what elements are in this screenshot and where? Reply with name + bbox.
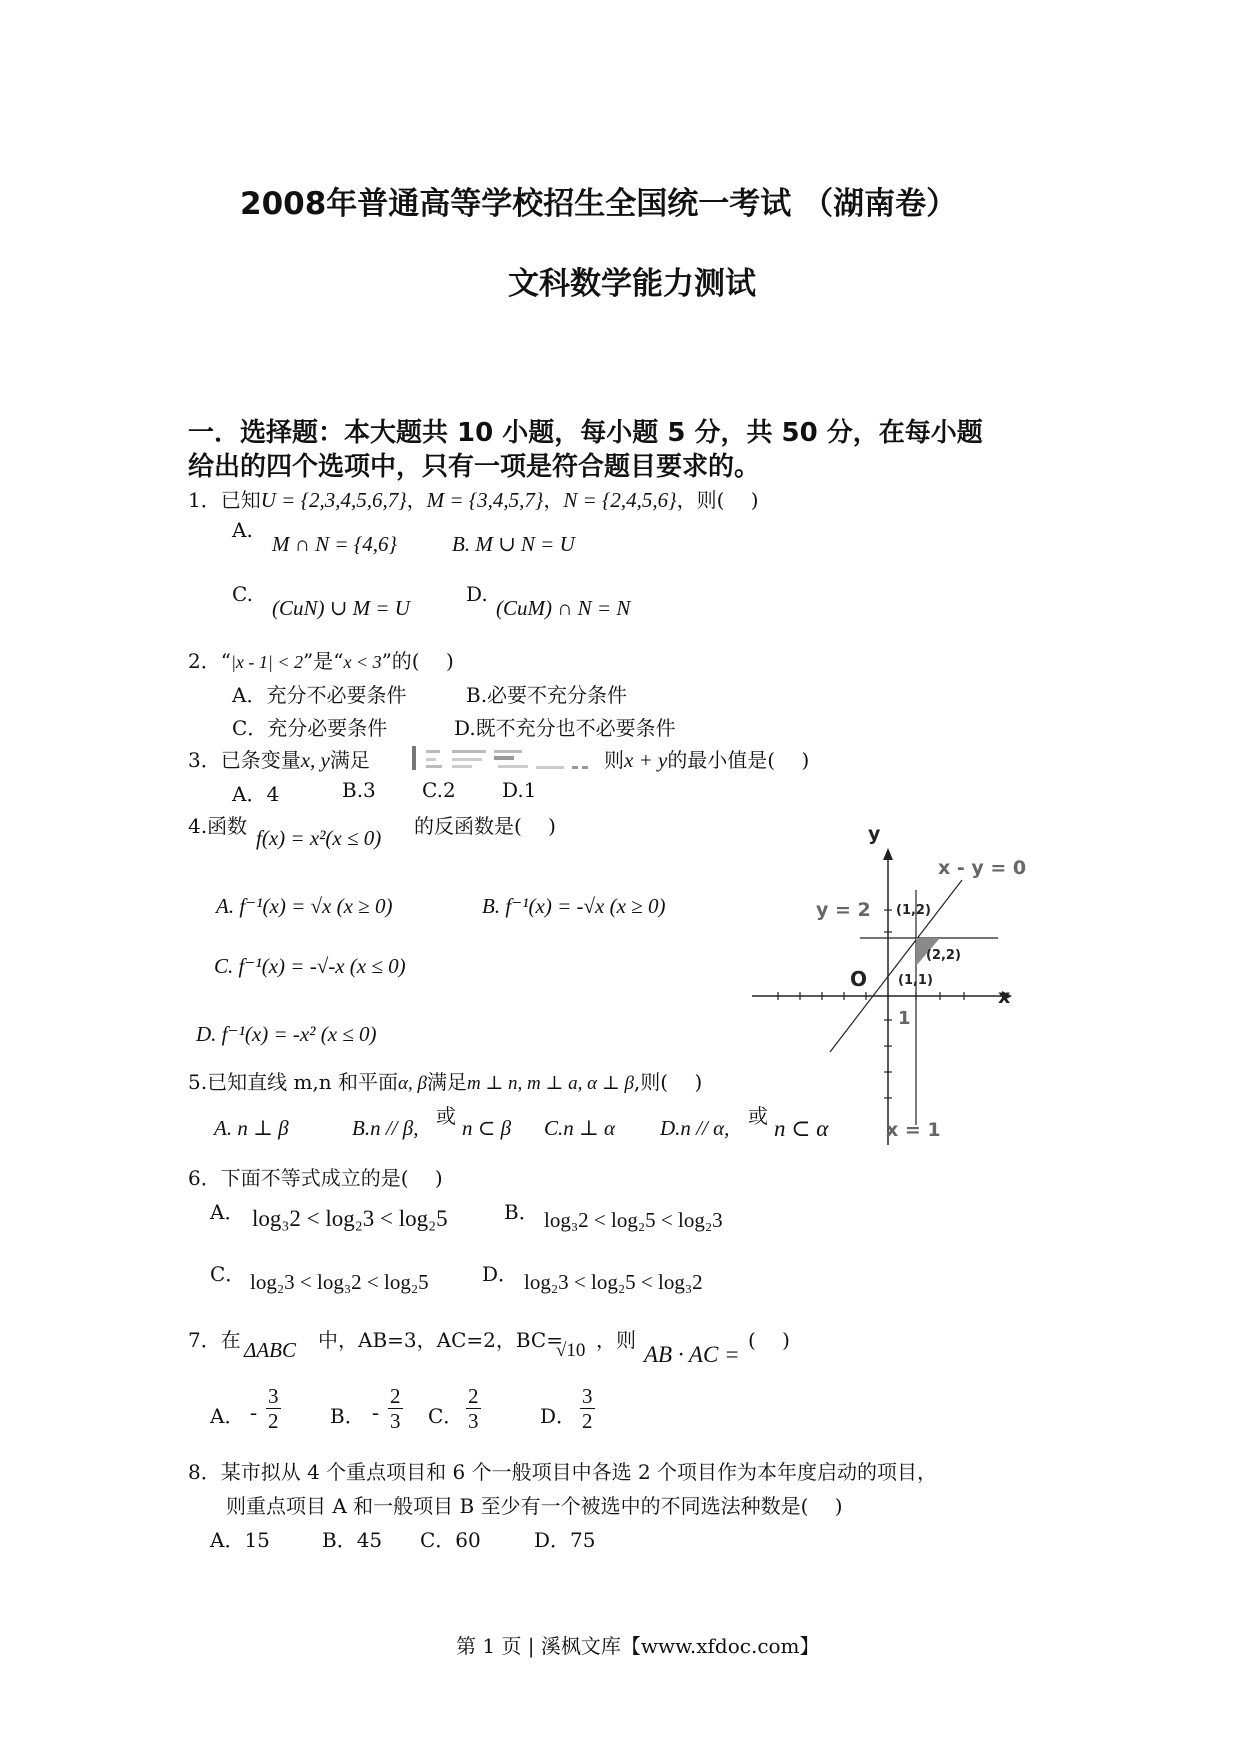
question-6-stem: 6．下面不等式成立的是( ) — [188, 1166, 443, 1190]
q5-option-b2: n ⊂ β — [462, 1116, 512, 1140]
page-footer: 第 1 页 | 溪枫文库【www.xfdoc.com】 — [456, 1634, 820, 1658]
q8-option-c: C．60 — [420, 1528, 481, 1552]
q5-condition: m ⊥ n, m ⊥ a, α ⊥ β — [466, 1073, 634, 1094]
q6-option-d-label: D． — [482, 1262, 519, 1286]
q1-sep: ， — [406, 488, 427, 512]
question-7-stem-a: 7．在 — [188, 1328, 241, 1352]
q7-option-d-label: D． — [540, 1404, 577, 1428]
feasible-region-graph — [740, 810, 1040, 1150]
graph-line-y2-label: y = 2 — [816, 899, 871, 921]
question-4-stem-b: 的反函数是( ) — [414, 814, 556, 838]
q4-function: f(x) = x²(x ≤ 0) — [256, 826, 382, 850]
q7-bc-value: √10 — [556, 1340, 586, 1361]
question-3-stem-tail — [604, 744, 809, 773]
graph-point-2-2: (2,2) — [926, 948, 961, 963]
q3-option-a: A．4 — [232, 782, 280, 806]
q5-or-1: 或 — [436, 1104, 456, 1128]
question-7-stem-d: ( ) — [748, 1328, 790, 1352]
q6-option-b-label: B． — [504, 1200, 539, 1224]
q7-option-a-fraction — [266, 1384, 281, 1433]
q5-option-b: B.n // β, — [352, 1116, 419, 1140]
q1-set-m: M = {3,4,5,7} — [426, 488, 544, 512]
q2-expr-2: x < 3 — [343, 652, 382, 672]
q5-option-c: C.n ⊥ α — [544, 1116, 616, 1140]
q2-stem-text: ”的( ) — [381, 649, 454, 673]
q2-option-c: C．充分必要条件 — [232, 716, 388, 740]
q3-option-c: C.2 — [422, 778, 456, 802]
graph-y-label: y — [868, 823, 881, 845]
q8-option-b: B．45 — [322, 1528, 383, 1552]
question-5-stem — [188, 1066, 702, 1095]
q3-option-b: B.3 — [342, 778, 376, 802]
graph-x-label: x — [998, 986, 1011, 1008]
q1-option-d-label: D. — [466, 582, 488, 606]
q5-option-a: A. n ⊥ β — [214, 1116, 289, 1140]
question-4-stem-a: 4.函数 — [188, 814, 248, 838]
q7-option-a-label: A． — [210, 1404, 245, 1428]
q3-option-d: D.1 — [502, 778, 537, 802]
q2-stem-text: 2．“ — [188, 649, 231, 673]
q2-option-b: B.必要不充分条件 — [466, 683, 628, 707]
q3-stem-text: 则 — [604, 748, 624, 772]
section-heading-line2: 给出的四个选项中，只有一项是符合题目要求的。 — [188, 452, 761, 482]
q5-stem-text: 满足 — [426, 1070, 467, 1094]
q2-option-a: A．充分不必要条件 — [232, 683, 407, 707]
q1-option-a: M ∩ N = {4,6} — [272, 532, 397, 556]
q2-expr-1: |x - 1| < 2 — [230, 652, 303, 672]
q5-stem-text: 5.已知直线 m,n 和平面 — [188, 1070, 398, 1094]
denominator: 2 — [268, 1409, 279, 1434]
q7-option-b-sign: - — [372, 1400, 379, 1424]
q3-stem-text: 3．已条变量 — [188, 748, 301, 772]
denominator: 3 — [468, 1409, 479, 1434]
q1-stem-text: 1．已知 — [188, 488, 261, 512]
q4-option-d: D. f⁻¹(x) = -x² (x ≤ 0) — [196, 1022, 377, 1046]
q1-sep: ， — [543, 488, 564, 512]
question-7-stem-c: ，则 — [596, 1328, 636, 1352]
graph-tick-1-label: 1 — [898, 1008, 911, 1029]
q1-option-b: B. M ∪ N = U — [452, 532, 575, 556]
q7-option-d-fraction — [580, 1384, 595, 1433]
document-title: 2008年普通高等学校招生全国统一考试 （湖南卷） — [240, 186, 958, 222]
q8-option-d: D．75 — [534, 1528, 596, 1552]
denominator: 2 — [582, 1409, 593, 1434]
q7-option-c-label: C． — [428, 1404, 464, 1428]
q6-option-b: log₃2 < log₂5 < log₂3 — [544, 1208, 723, 1232]
graph-point-1-2: (1,2) — [896, 903, 931, 918]
q3-constraints-image — [412, 744, 602, 774]
question-7-stem-b: 中，AB=3，AC=2，BC= — [318, 1328, 563, 1352]
q5-planes: α, β — [398, 1073, 427, 1094]
q5-option-d2: n ⊂ α — [774, 1116, 829, 1141]
graph-origin-label: O — [850, 967, 868, 991]
document-subtitle: 文科数学能力测试 — [508, 266, 756, 302]
q1-set-u: U = {2,3,4,5,6,7} — [260, 488, 407, 512]
denominator: 3 — [390, 1409, 401, 1434]
q4-option-a: A. f⁻¹(x) = √x (x ≥ 0) — [216, 894, 393, 918]
q3-vars: x, y — [300, 748, 330, 772]
q1-option-c: (CuN) ∪ M = U — [272, 596, 410, 620]
q7-triangle: ΔABC — [244, 1338, 296, 1362]
q7-option-c-fraction — [466, 1384, 481, 1433]
q4-option-b: B. f⁻¹(x) = -√x (x ≥ 0) — [482, 894, 666, 918]
numerator: 2 — [390, 1384, 401, 1408]
numerator: 3 — [582, 1384, 593, 1408]
q1-tail: ，则( ) — [676, 488, 759, 512]
q6-option-a: log₃2 < log₂3 < log₂5 — [252, 1206, 448, 1231]
q8-option-a: A．15 — [210, 1528, 270, 1552]
question-2-stem — [188, 645, 454, 674]
q7-dot-product: AB · AC = — [644, 1342, 740, 1367]
q2-stem-text: ”是“ — [302, 649, 344, 673]
question-8-line-1: 8．某市拟从 4 个重点项目和 6 个一般项目中各选 2 个项目作为本年度启动的项目， — [188, 1460, 938, 1484]
numerator: 3 — [268, 1384, 279, 1408]
q6-option-d: log₂3 < log₂5 < log₃2 — [524, 1270, 703, 1294]
graph-point-1-1: (1,1) — [898, 973, 933, 988]
graph-line-x1-label: x = 1 — [886, 1119, 941, 1141]
numerator: 2 — [468, 1384, 479, 1408]
q7-option-b-label: B． — [330, 1404, 365, 1428]
q6-option-c: log₂3 < log₃2 < log₂5 — [250, 1270, 429, 1294]
q7-option-a-sign: - — [250, 1400, 257, 1424]
q5-option-d: D.n // α, — [660, 1116, 730, 1140]
q5-or-2: 或 — [748, 1104, 768, 1128]
q3-stem-text: 满足 — [329, 748, 370, 772]
y-axis-arrow — [883, 848, 893, 860]
question-3-stem — [188, 744, 370, 773]
q3-expr: x + y — [624, 748, 668, 772]
q6-option-c-label: C． — [210, 1262, 246, 1286]
q1-set-n: N = {2,4,5,6} — [563, 488, 677, 512]
q1-option-a-label: A. — [232, 518, 253, 542]
question-8-line-2: 则重点项目 A 和一般项目 B 至少有一个被选中的不同选法种数是( ) — [226, 1494, 843, 1518]
q4-option-c: C. f⁻¹(x) = -√-x (x ≤ 0) — [214, 954, 406, 978]
question-1-stem — [188, 484, 759, 513]
q1-option-c-label: C. — [232, 582, 253, 606]
q2-option-d: D.既不充分也不必要条件 — [454, 716, 676, 740]
q7-option-b-fraction — [388, 1384, 403, 1433]
section-heading-line1: 一．选择题：本大题共 10 小题，每小题 5 分，共 50 分，在每小题 — [188, 418, 983, 448]
graph-line-xy-label: x - y = 0 — [938, 857, 1027, 879]
q5-stem-text: ,则( ) — [633, 1070, 703, 1094]
q3-stem-text: 的最小值是( ) — [667, 748, 810, 772]
q1-option-d: (CuM) ∩ N = N — [496, 596, 631, 620]
q6-option-a-label: A． — [210, 1200, 245, 1224]
